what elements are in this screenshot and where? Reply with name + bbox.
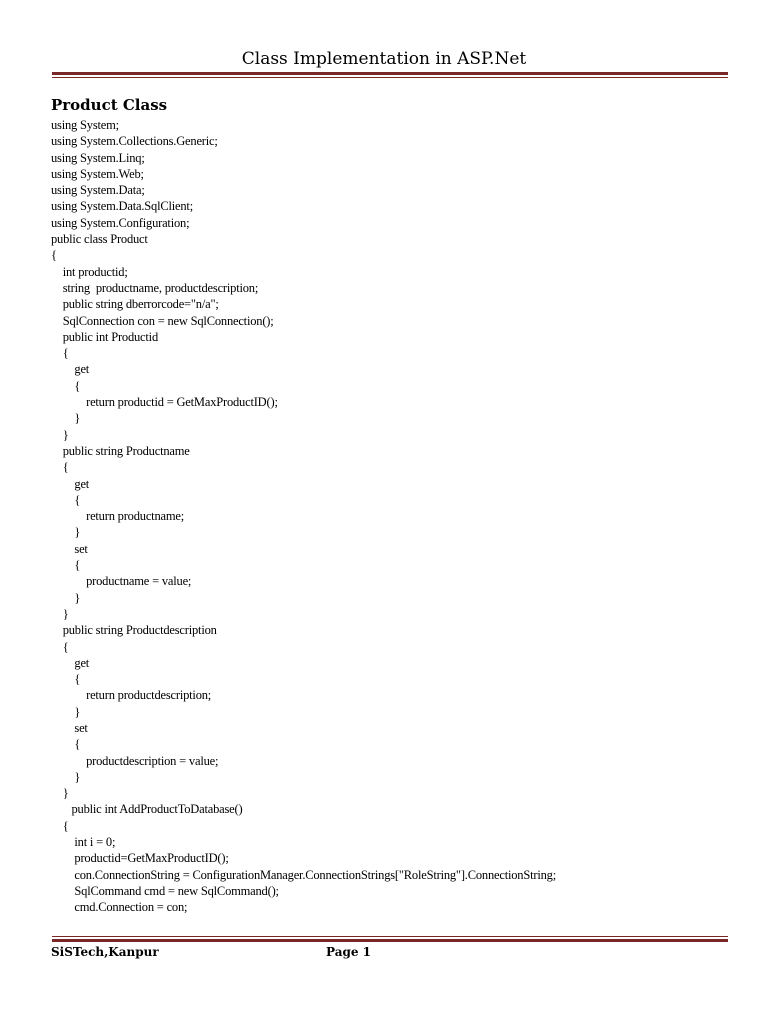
code-line: set: [51, 720, 88, 735]
code-line: cmd.Connection = con;: [51, 900, 188, 915]
code-line: public string Productdescription: [51, 623, 217, 638]
footer-rule-thick: [52, 939, 728, 942]
code-line: public string Productname: [51, 443, 190, 458]
code-line: {: [51, 818, 69, 833]
code-line: productname = value;: [51, 574, 192, 589]
code-line: SqlCommand cmd = new SqlCommand();: [51, 883, 279, 898]
code-line: int i = 0;: [51, 835, 116, 850]
code-line: }: [51, 786, 69, 801]
footer-page-number: Page 1: [326, 945, 372, 959]
header-rule-thick: [52, 72, 728, 75]
code-line: {: [51, 492, 81, 507]
code-line: {: [51, 346, 69, 361]
code-line: get: [51, 476, 90, 491]
code-line: return productname;: [51, 509, 184, 524]
code-line: {: [51, 639, 69, 654]
code-line: }: [51, 590, 81, 605]
code-line: {: [51, 378, 81, 393]
page-title: Class Implementation in ASP.Net: [241, 49, 527, 69]
code-line: string productname, productdescription;: [51, 280, 259, 295]
code-line: using System.Data.SqlClient;: [51, 199, 193, 214]
code-line: public int AddProductToDatabase(): [51, 802, 243, 817]
code-line: public int Productid: [51, 329, 158, 344]
code-line: {: [51, 460, 69, 475]
code-line: public string dberrorcode="n/a";: [51, 297, 219, 312]
footer-organization: SiSTech,Kanpur: [51, 945, 159, 959]
code-line: }: [51, 704, 81, 719]
code-line: }: [51, 525, 81, 540]
code-line: productid=GetMaxProductID();: [51, 851, 229, 866]
code-line: get: [51, 362, 90, 377]
code-line: set: [51, 541, 88, 556]
code-line: }: [51, 606, 69, 621]
code-line: using System;: [51, 118, 119, 132]
code-line: {: [51, 672, 81, 687]
code-line: using System.Data;: [51, 183, 145, 198]
code-line: }: [51, 411, 81, 426]
code-line: con.ConnectionString = ConfigurationManager.ConnectionStrings["RoleString"].ConnectionString;: [51, 867, 556, 882]
section-heading: Product Class: [51, 96, 168, 114]
code-line: }: [51, 769, 81, 784]
code-line: get: [51, 655, 90, 670]
header-rule-thin: [52, 77, 728, 78]
code-line: using System.Web;: [51, 166, 144, 181]
footer-rule-thin: [52, 936, 728, 937]
code-line: public class Product: [51, 232, 148, 247]
code-line: using System.Configuration;: [51, 215, 190, 230]
code-line: return productid = GetMaxProductID();: [51, 395, 278, 410]
code-block: [51, 117, 556, 916]
code-line: {: [51, 737, 81, 752]
code-line: int productid;: [51, 264, 128, 279]
code-line: {: [51, 558, 81, 573]
code-line: SqlConnection con = new SqlConnection();: [51, 313, 274, 328]
code-line: using System.Collections.Generic;: [51, 134, 218, 149]
code-line: using System.Linq;: [51, 150, 145, 165]
code-line: productdescription = value;: [51, 753, 219, 768]
code-line: return productdescription;: [51, 688, 212, 703]
code-line: {: [51, 248, 57, 263]
code-line: }: [51, 427, 69, 442]
